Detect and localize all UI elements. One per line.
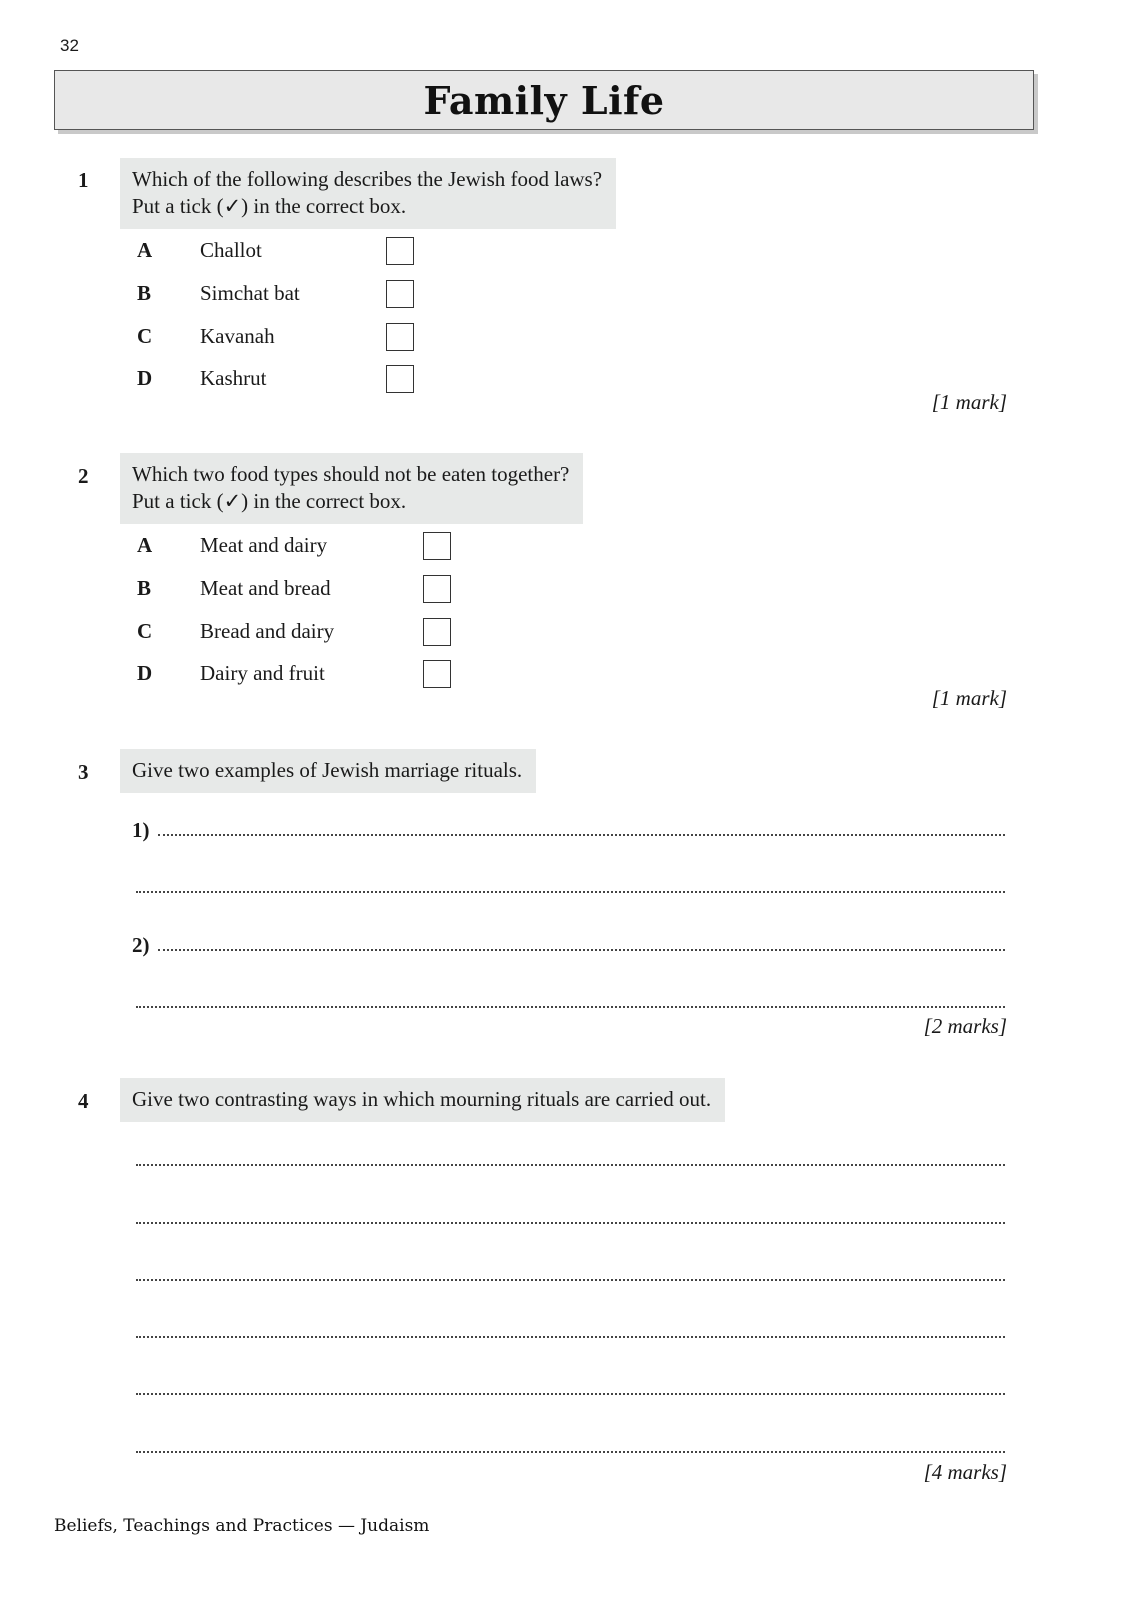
question-1-option-d-text: Kashrut (200, 366, 267, 390)
question-3-answer-line[interactable] (158, 834, 1005, 836)
question-1-prompt (120, 158, 616, 229)
question-2-number: 2 (78, 464, 89, 488)
question-2-option-d-text: Dairy and fruit (200, 661, 325, 685)
question-3-number: 3 (78, 760, 89, 784)
question-2-option-a-text: Meat and dairy (200, 533, 328, 557)
question-1-option-c-text: Kavanah (200, 324, 275, 348)
question-1-option-b-letter: B (137, 281, 152, 305)
question-2-prompt (120, 453, 583, 524)
question-1-option-c-checkbox[interactable] (386, 323, 414, 351)
question-3-answer-line[interactable] (136, 1006, 1005, 1008)
question-4-answer-line[interactable] (136, 1164, 1005, 1166)
question-1-option-d-checkbox[interactable] (386, 365, 414, 393)
question-3-answer-label-2: 2) (132, 933, 150, 957)
page-title: Family Life (423, 77, 665, 123)
question-1-marks: [1 mark] (931, 390, 1007, 414)
question-2-option-a-checkbox[interactable] (423, 532, 451, 560)
question-4-number: 4 (78, 1089, 89, 1113)
question-4-answer-line[interactable] (136, 1451, 1005, 1453)
question-1-option-a-text: Challot (200, 238, 262, 262)
question-2-option-c-text: Bread and dairy (200, 619, 335, 643)
question-4-answer-line[interactable] (136, 1393, 1005, 1395)
question-2-option-d-letter: D (137, 661, 153, 685)
question-2-option-c-letter: C (137, 619, 153, 643)
question-2-option-b-text: Meat and bread (200, 576, 331, 600)
question-1-prompt-line1: Which of the following describes the Jewish food laws? (132, 167, 603, 191)
question-4-answer-line[interactable] (136, 1279, 1005, 1281)
question-4-answer-line[interactable] (136, 1222, 1005, 1224)
question-2-prompt-line1: Which two food types should not be eaten together? (132, 462, 570, 486)
page-title-bar (54, 70, 1034, 130)
question-4-marks: [4 marks] (923, 1460, 1007, 1484)
question-2-option-b-checkbox[interactable] (423, 575, 451, 603)
question-3-answer-line[interactable] (136, 891, 1005, 893)
question-1-option-d-letter: D (137, 366, 153, 390)
question-3-answer-line[interactable] (158, 949, 1005, 951)
question-2-option-a-letter: A (137, 533, 153, 557)
question-3-marks: [2 marks] (923, 1014, 1007, 1038)
question-1-prompt-line2: Put a tick (✓) in the correct box. (132, 194, 407, 218)
question-1-option-c-letter: C (137, 324, 153, 348)
question-2-option-c-checkbox[interactable] (423, 618, 451, 646)
question-1-option-b-text: Simchat bat (200, 281, 300, 305)
question-4-prompt: Give two contrasting ways in which mourning rituals are carried out. (120, 1078, 725, 1122)
question-2-option-d-checkbox[interactable] (423, 660, 451, 688)
page-footer: Beliefs, Teachings and Practices — Judaism (54, 1516, 430, 1536)
question-1-number: 1 (78, 168, 89, 192)
question-2-option-b-letter: B (137, 576, 152, 600)
question-3-prompt: Give two examples of Jewish marriage rituals. (120, 749, 536, 793)
question-3-answer-label-1: 1) (132, 818, 150, 842)
question-1-option-a-letter: A (137, 238, 153, 262)
question-2-prompt-line2: Put a tick (✓) in the correct box. (132, 489, 407, 513)
question-1-option-a-checkbox[interactable] (386, 237, 414, 265)
question-2-marks: [1 mark] (931, 686, 1007, 710)
question-4-answer-line[interactable] (136, 1336, 1005, 1338)
page-number: 32 (60, 36, 79, 55)
question-1-option-b-checkbox[interactable] (386, 280, 414, 308)
